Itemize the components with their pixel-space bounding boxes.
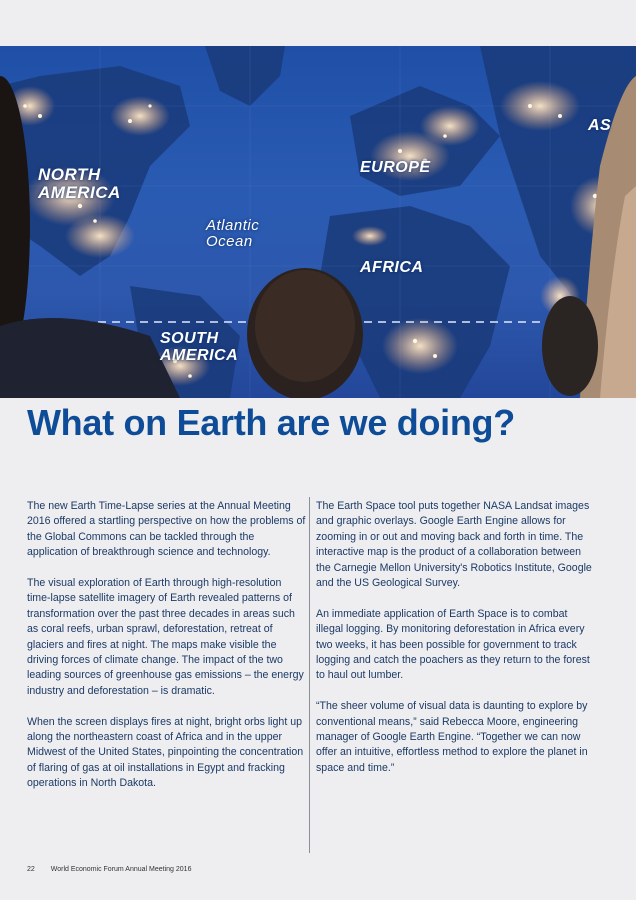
map-label-asia: AS [588, 117, 612, 134]
column-divider [309, 497, 310, 853]
paragraph: “The sheer volume of visual data is daunting to explore by conventional means,” said Rebecca Moore, engineering manager of Google Earth Engine. “Together we can now offer an intuitive, effortless method to explore the planet in space and time.” [316, 700, 588, 774]
paragraph: The new Earth Time-Lapse series at the Annual Meeting 2016 offered a startling perspective on how the problems of the Global Commons can be tackled through the application of breakthrough science and technology. [27, 500, 306, 559]
page-number: 22 [27, 866, 35, 873]
paragraph: An immediate application of Earth Space is to combat illegal logging. By monitoring deforestation in Africa every two weeks, it has been possible for government to track logging and catch the poachers as they return to the forest to haul out lumber. [316, 607, 590, 682]
paragraph: The Earth Space tool puts together NASA Landsat images and graphic overlays. Google Earth Engine allows for zooming in or out and moving back and forth in time. The interactive map is the product of a collaboration between the Carnegie Mellon University's Robotics Institute, Google and the US Geological Survey. [316, 500, 592, 590]
hero-photo [0, 46, 636, 398]
article-title: What on Earth are we doing? [27, 402, 515, 443]
world-map-screen [0, 46, 636, 398]
article-column-left [27, 499, 307, 807]
publication-name: World Economic Forum Annual Meeting 2016 [50, 866, 192, 873]
paragraph: When the screen displays fires at night, bright orbs light up along the northeastern coast of Africa and in the upper Midwest of the United States, pinpointing the concentration of flaring of gas at oil installations in Egypt and fracking operations in North Dakota. [27, 715, 304, 790]
map-label-south-america: SOUTH AMERICA [160, 330, 239, 364]
greenland-landmass [205, 46, 285, 106]
map-label-africa: AFRICA [360, 259, 424, 276]
map-label-north-america: NORTH AMERICA [38, 165, 121, 202]
article-column-right [316, 499, 596, 792]
map-label-europe: EUROPE [360, 159, 431, 176]
paragraph: The visual exploration of Earth through high-resolution time-lapse satellite imagery of Earth revealed patterns of transformation over the past three decades in areas such as coral reefs, urban sprawl, deforestation, retreat of glaciers and fires at night. The maps make visible the driving forces of climate change. The impact of the two leading sources of greenhouse gas emissions – the energy industry and deforestation – is dramatic. [27, 577, 304, 697]
map-label-atlantic-ocean: Atlantic Ocean [206, 217, 260, 250]
page-footer [27, 866, 205, 873]
